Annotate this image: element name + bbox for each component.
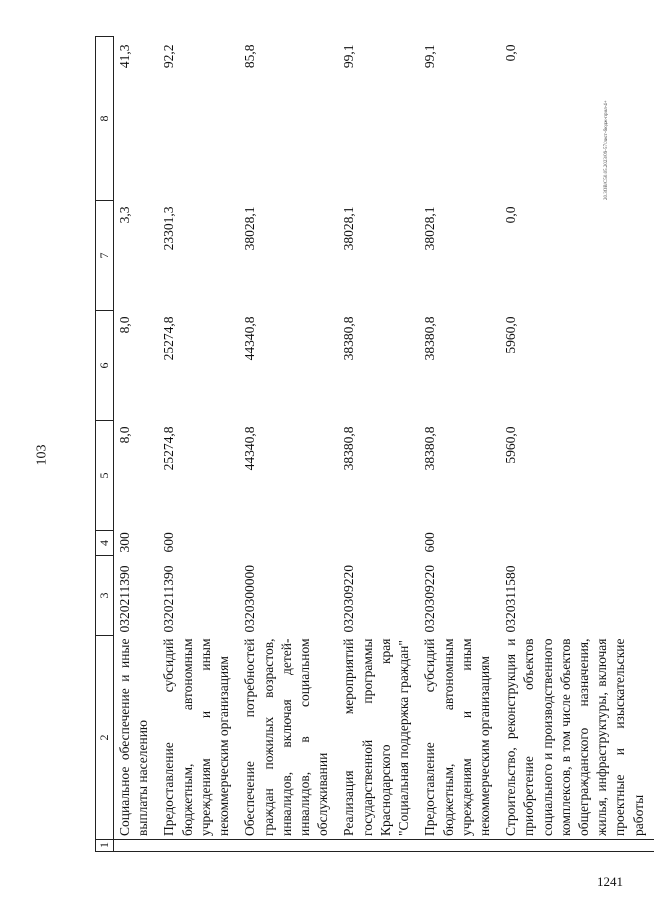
- value-col6: 44340,8: [242, 316, 258, 361]
- page-number: 103: [34, 444, 50, 466]
- table-row: [419, 37, 500, 852]
- row-index-cell: [419, 840, 500, 852]
- table-row: [114, 37, 159, 852]
- value-col7: 3,3: [117, 206, 132, 224]
- value-col6: 38380,8: [341, 316, 357, 361]
- column-header: 1: [96, 840, 114, 852]
- column-header: 6: [96, 311, 114, 421]
- expense-type: [500, 531, 654, 556]
- value-col5: 25274,8: [161, 426, 177, 471]
- row-index-cell: [338, 840, 419, 852]
- column-header: 3: [96, 556, 114, 636]
- table-row: [500, 37, 654, 852]
- item-name: Реализация мероприятий государственной программы Краснодарского края "Социальная поддержка граждан": [341, 638, 412, 836]
- expense-type: 600: [422, 532, 438, 553]
- item-name: Предоставление субсидий бюджетным, автономным учреждениям и иным некоммерческим организациям: [422, 638, 492, 836]
- program-code: 0320300000: [242, 565, 258, 633]
- value-col6: 25274,8: [161, 316, 177, 361]
- document-stamp: 20.3ОВ/С50.05.2023/09-57/лист-бюдж-прил-4+: [604, 100, 609, 200]
- item-name: Обеспечение потребностей граждан пожилых возрастов, инвалидов, включая детей-инвалидов, в социальном обслуживании: [242, 638, 331, 836]
- expense-type: [338, 531, 419, 556]
- column-header: 7: [96, 201, 114, 311]
- value-col7: 38028,1: [242, 206, 258, 251]
- row-index-cell: [239, 840, 338, 852]
- budget-table: [95, 36, 654, 852]
- table-row: [158, 37, 239, 852]
- expense-type: 300: [117, 532, 132, 553]
- table-row: [239, 37, 338, 852]
- value-col5: 44340,8: [242, 426, 258, 471]
- value-col5: 8,0: [117, 426, 132, 444]
- item-name: Строительство, реконструкция и приобретение объектов социального и производственного комплексов, в том числе объектов общегражданского назначения, жилья, инфраструктуры, включая проектные и изыскательские работы: [503, 638, 646, 836]
- value-col7: 0,0: [503, 206, 519, 224]
- column-header: 8: [96, 37, 114, 201]
- value-col7: 38028,1: [422, 206, 438, 251]
- value-col5: 38380,8: [341, 426, 357, 471]
- expense-type: [239, 531, 338, 556]
- value-col8: 41,3: [117, 44, 132, 69]
- program-code: 0320309220: [422, 565, 438, 633]
- row-index-cell: [158, 840, 239, 852]
- value-col7: 38028,1: [341, 206, 357, 251]
- value-col8: 0,0: [503, 44, 519, 62]
- table-row: [338, 37, 419, 852]
- program-code: 0320311580: [503, 565, 519, 633]
- value-col5: 5960,0: [503, 426, 519, 464]
- value-col8: 99,1: [341, 44, 357, 69]
- program-code: 0320211390: [117, 565, 132, 633]
- value-col8: 92,2: [161, 44, 177, 69]
- row-index-cell: [500, 840, 654, 852]
- item-name: Социальное обеспечение и иные выплаты населению: [117, 638, 151, 836]
- value-col6: 5960,0: [503, 316, 519, 354]
- value-col8: 85,8: [242, 44, 258, 69]
- value-col5: 38380,8: [422, 426, 438, 471]
- value-col8: 99,1: [422, 44, 438, 69]
- program-code: 0320211390: [161, 565, 177, 633]
- column-header: 2: [96, 636, 114, 840]
- column-header: 4: [96, 531, 114, 556]
- value-col6: 38380,8: [422, 316, 438, 361]
- value-col6: 8,0: [117, 316, 132, 334]
- item-name: Предоставление субсидий бюджетным, автономным учреждениям и иным некоммерческим организациям: [161, 638, 232, 836]
- sheet-number: 1241: [597, 874, 623, 889]
- column-header: 5: [96, 421, 114, 531]
- program-code: 0320309220: [341, 565, 357, 633]
- row-index-cell: [114, 840, 159, 852]
- table-header-row: [96, 37, 114, 852]
- expense-type: 600: [161, 532, 177, 553]
- value-col7: 23301,3: [161, 206, 177, 251]
